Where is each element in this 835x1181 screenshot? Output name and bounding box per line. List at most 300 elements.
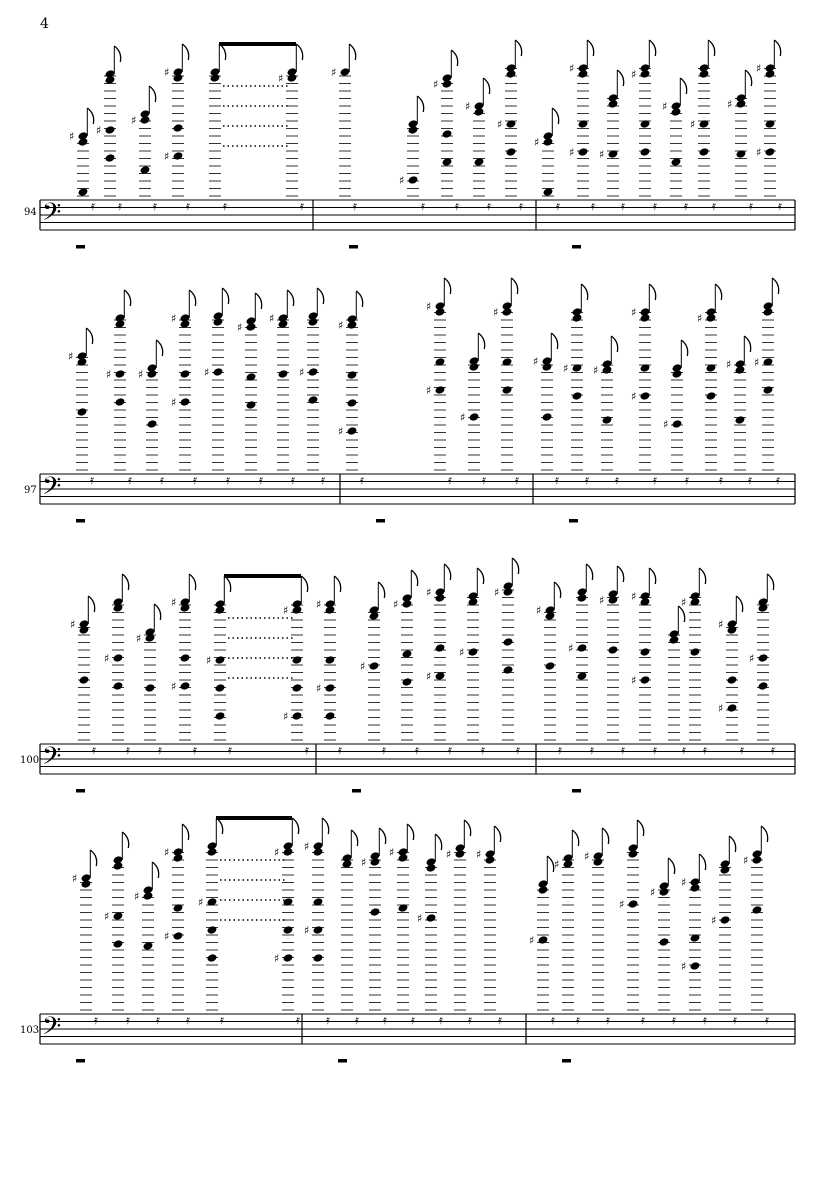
note-head [577,643,588,653]
note-head [690,961,701,971]
rest-icon: 𝄿 [92,743,96,758]
rest-icon: 𝄿 [685,473,689,488]
note-head [608,645,619,655]
flag [708,40,714,56]
note-head [278,369,289,379]
note-head [659,937,670,947]
note-head [292,683,303,693]
rest-icon: 𝄿 [353,199,357,214]
note-head [628,849,639,859]
flag [378,582,384,598]
flag [464,820,470,836]
note-head [313,847,324,857]
rest-icon: 𝄿 [519,199,523,214]
rest-icon: 𝄿 [382,743,386,758]
rest-icon: 𝄿 [126,743,130,758]
note-head [213,317,224,327]
note-head [602,415,613,425]
note-head [145,683,156,693]
sharp-icon: ♯ [131,114,137,127]
note-head [79,675,90,685]
flag [512,558,518,574]
rest-icon: 𝄿 [126,1013,130,1028]
note-head [542,362,553,372]
sharp-icon: ♯ [754,356,760,369]
note-head [435,593,446,603]
note-head [763,307,774,317]
flag [189,290,195,306]
flag [745,70,751,86]
note-head [469,412,480,422]
flag [156,340,162,356]
flag [114,46,120,62]
note-head [542,412,553,422]
flag [379,828,385,844]
rest-icon: 𝄿 [223,199,227,214]
sharp-icon: ♯ [360,660,366,673]
rest-icon: 𝄿 [703,1013,707,1028]
sharp-icon: ♯ [631,68,637,81]
flag [681,340,687,356]
flag [334,576,340,592]
note-head [640,391,651,401]
rest-icon: 𝄿 [259,473,263,488]
flag [124,290,130,306]
note-head [308,367,319,377]
sharp-icon: ♯ [164,930,170,943]
rest-icon: 𝄿 [193,473,197,488]
note-head [758,681,769,691]
sharp-icon: ♯ [426,300,432,313]
flag [680,78,686,94]
sharp-icon: ♯ [681,960,687,973]
note-head [215,711,226,721]
note-head [538,885,549,895]
note-head [593,857,604,867]
flag [411,570,417,586]
note-head [313,925,324,935]
beam [224,574,301,578]
note-head [442,79,453,89]
note-head [442,129,453,139]
sharp-icon: ♯ [304,840,310,853]
rest-icon: 𝄿 [128,473,132,488]
note-head [408,125,419,135]
note-head [503,665,514,675]
note-head [640,147,651,157]
rest-icon: 𝄿 [576,1013,580,1028]
rest-icon: 𝄿 [487,199,491,214]
sharp-icon: ♯ [599,594,605,607]
note-head [672,369,683,379]
rest-icon: 𝄿 [776,473,780,488]
sharp-icon: ♯ [718,618,724,631]
sharp-icon: ♯ [283,604,289,617]
flag [478,333,484,349]
note-head [468,647,479,657]
flag [88,596,94,612]
sharp-icon: ♯ [426,586,432,599]
sharp-icon: ♯ [104,910,110,923]
note-head [640,313,651,323]
flag [547,856,553,872]
sharp-icon: ♯ [171,312,177,325]
beam [216,816,292,820]
flag [699,568,705,584]
flag [189,574,195,590]
rest-icon: 𝄿 [558,743,562,758]
whole-rest [76,519,85,523]
rest-icon: 𝄿 [585,473,589,488]
rest-icon: 𝄿 [590,743,594,758]
rest-icon: 𝄿 [672,1013,676,1028]
note-head [105,125,116,135]
sharp-icon: ♯ [749,652,755,665]
note-head [308,317,319,327]
note-head [426,863,437,873]
note-head [147,369,158,379]
whole-rest [338,1059,347,1063]
note-head [690,883,701,893]
note-head [313,953,324,963]
note-head [347,398,358,408]
flag [255,293,261,309]
rest-icon: 𝄿 [748,473,752,488]
rest-icon: 𝄿 [719,473,723,488]
sharp-icon: ♯ [631,390,637,403]
flag [301,576,307,592]
note-head [347,426,358,436]
note-head [370,907,381,917]
sharp-icon: ♯ [662,100,668,113]
flag [554,582,560,598]
flag [182,44,188,60]
sharp-icon: ♯ [96,124,102,137]
sharp-icon: ♯ [164,150,170,163]
note-head [578,147,589,157]
flag [444,564,450,580]
rest-icon: 𝄿 [733,1013,737,1028]
note-head [173,853,184,863]
note-head [173,151,184,161]
note-head [347,320,358,330]
flag [572,830,578,846]
rest-icon: 𝄿 [621,199,625,214]
note-head [640,69,651,79]
note-head [292,605,303,615]
rest-icon: 𝄿 [448,473,452,488]
note-head [572,313,583,323]
note-head [115,369,126,379]
note-head [173,123,184,133]
rest-icon: 𝄿 [421,199,425,214]
note-head [435,643,446,653]
flag [617,70,623,86]
whole-rest [76,245,85,249]
flag [296,44,302,60]
sharp-icon: ♯ [743,854,749,867]
sharp-icon: ♯ [204,366,210,379]
rest-icon: 𝄿 [455,199,459,214]
flag [149,86,155,102]
note-head [736,99,747,109]
sharp-icon: ♯ [198,896,204,909]
sharp-icon: ♯ [299,366,305,379]
note-head [672,419,683,429]
sharp-icon: ♯ [533,355,539,368]
measure-number-100: 100 [20,755,40,766]
flag [477,568,483,584]
flag [122,832,128,848]
sharp-icon: ♯ [697,312,703,325]
sharp-icon: ♯ [563,362,569,375]
note-head [246,322,257,332]
note-head [435,385,446,395]
flag [586,564,592,580]
flag [86,328,92,344]
note-head [292,655,303,665]
rest-icon: 𝄿 [551,1013,555,1028]
rest-icon: 𝄿 [411,1013,415,1028]
rest-icon: 𝄿 [300,199,304,214]
note-head [602,365,613,375]
note-head [246,400,257,410]
rest-icon: 𝄿 [228,743,232,758]
sharp-icon: ♯ [274,846,280,859]
note-head [503,637,514,647]
rest-icon: 𝄿 [91,199,95,214]
sharp-icon: ♯ [554,858,560,871]
note-head [402,599,413,609]
note-head [215,683,226,693]
flag [356,291,362,307]
note-head [485,855,496,865]
rest-icon: 𝄿 [615,473,619,488]
rest-icon: 𝄿 [186,199,190,214]
note-head [474,107,485,117]
sharp-icon: ♯ [631,674,637,687]
note-head [577,593,588,603]
page-number: 4 [40,16,49,32]
rest-icon: 𝄿 [653,199,657,214]
flag [90,850,96,866]
rest-icon: 𝄿 [439,1013,443,1028]
rest-icon: 𝄿 [186,1013,190,1028]
rest-icon: 𝄿 [498,1013,502,1028]
sharp-icon: ♯ [68,350,74,363]
rest-icon: 𝄿 [468,1013,472,1028]
sharp-icon: ♯ [72,872,78,885]
note-head [370,857,381,867]
rest-icon: 𝄿 [305,743,309,758]
note-head [727,675,738,685]
rest-icon: 𝄿 [193,743,197,758]
rest-icon: 𝄿 [778,199,782,214]
note-head [503,587,514,597]
note-head [455,849,466,859]
sharp-icon: ♯ [69,130,75,143]
note-head [669,635,680,645]
rest-icon: 𝄿 [556,199,560,214]
whole-rest [76,1059,85,1063]
sharp-icon: ♯ [726,358,732,371]
note-head [215,605,226,615]
sharp-icon: ♯ [465,100,471,113]
note-head [113,681,124,691]
sharp-icon: ♯ [338,425,344,438]
rest-icon: 𝄿 [160,473,164,488]
whole-rest [572,789,581,793]
note-head [706,313,717,323]
flag [581,284,587,300]
sharp-icon: ♯ [460,411,466,424]
sharp-icon: ♯ [476,848,482,861]
bass-clef-icon: 𝄢 [42,1012,62,1047]
sharp-icon: ♯ [631,306,637,319]
sharp-icon: ♯ [756,62,762,75]
flag [154,604,160,620]
flag [668,858,674,874]
rest-icon: 𝄿 [482,473,486,488]
rest-icon: 𝄿 [515,473,519,488]
sharp-icon: ♯ [534,136,540,149]
sharp-icon: ♯ [727,98,733,111]
flag [451,50,457,66]
rest-icon: 𝄿 [765,1013,769,1028]
sharp-icon: ♯ [459,646,465,659]
note-head [210,73,221,83]
rest-icon: 𝄿 [641,1013,645,1028]
note-head [720,915,731,925]
rest-icon: 𝄿 [621,743,625,758]
sharp-icon: ♯ [756,146,762,159]
rest-icon: 𝄿 [516,743,520,758]
flag [182,824,188,840]
whole-rest [352,789,361,793]
note-head [283,847,294,857]
note-head [180,681,191,691]
rest-icon: 𝄿 [296,1013,300,1028]
note-head [213,367,224,377]
rest-icon: 𝄿 [481,743,485,758]
note-head [308,395,319,405]
note-head [699,147,710,157]
sharp-icon: ♯ [569,62,575,75]
note-head [398,853,409,863]
note-head [727,625,738,635]
rest-icon: 𝄿 [355,1013,359,1028]
rest-icon: 𝄿 [321,473,325,488]
rest-icon: 𝄿 [653,473,657,488]
note-head [113,653,124,663]
note-head [763,385,774,395]
flag [729,836,735,852]
whole-rest [569,519,578,523]
sharp-icon: ♯ [389,846,395,859]
sharp-icon: ♯ [316,682,322,695]
rest-icon: 𝄿 [226,473,230,488]
rest-icon: 𝄿 [94,1013,98,1028]
note-head [173,73,184,83]
flag [515,40,521,56]
rest-icon: 𝄿 [703,743,707,758]
note-head [659,887,670,897]
sharp-icon: ♯ [631,590,637,603]
rest-icon: 𝄿 [606,1013,610,1028]
bass-clef-icon: 𝄢 [42,198,62,233]
note-head [325,655,336,665]
note-head [283,953,294,963]
flag [774,40,780,56]
note-head [81,879,92,889]
note-head [325,605,336,615]
measure-number-103: 103 [20,1025,40,1036]
whole-rest [376,519,385,523]
note-head [215,655,226,665]
rest-icon: 𝄿 [220,1013,224,1028]
flag [87,108,93,124]
note-head [640,675,651,685]
rest-icon: 𝄿 [682,743,686,758]
flag [444,278,450,294]
note-head [408,175,419,185]
rest-icon: 𝄿 [448,743,452,758]
sharp-icon: ♯ [650,886,656,899]
note-head [706,391,717,401]
sharp-icon: ♯ [599,148,605,161]
rest-icon: 𝄿 [118,199,122,214]
sharp-icon: ♯ [718,702,724,715]
note-head [543,137,554,147]
note-head [115,397,126,407]
note-head [347,370,358,380]
rest-icon: 𝄿 [684,199,688,214]
flag [349,44,355,60]
note-head [765,147,776,157]
note-head [572,391,583,401]
rest-icon: 𝄿 [158,743,162,758]
rest-icon: 𝄿 [591,199,595,214]
rest-icon: 𝄿 [415,743,419,758]
rest-icon: 𝄿 [740,743,744,758]
flag [435,834,441,850]
note-head [180,369,191,379]
rest-icon: 𝄿 [749,199,753,214]
note-head [735,365,746,375]
note-head [545,661,556,671]
note-head [608,99,619,109]
sharp-icon: ♯ [338,319,344,332]
rest-icon: 𝄿 [712,199,716,214]
whole-rest [76,789,85,793]
rest-icon: 𝄿 [383,1013,387,1028]
sharp-icon: ♯ [136,632,142,645]
sharp-icon: ♯ [171,596,177,609]
sharp-icon: ♯ [493,306,499,319]
note-head [369,661,380,671]
note-head [720,865,731,875]
measure-number-94: 94 [24,207,37,218]
sharp-icon: ♯ [237,321,243,334]
flag [219,44,225,60]
note-head [287,73,298,83]
sharp-icon: ♯ [274,952,280,965]
note-head [506,69,517,79]
rest-icon: 𝄿 [555,473,559,488]
sharp-icon: ♯ [106,368,112,381]
note-head [325,711,336,721]
note-head [105,153,116,163]
